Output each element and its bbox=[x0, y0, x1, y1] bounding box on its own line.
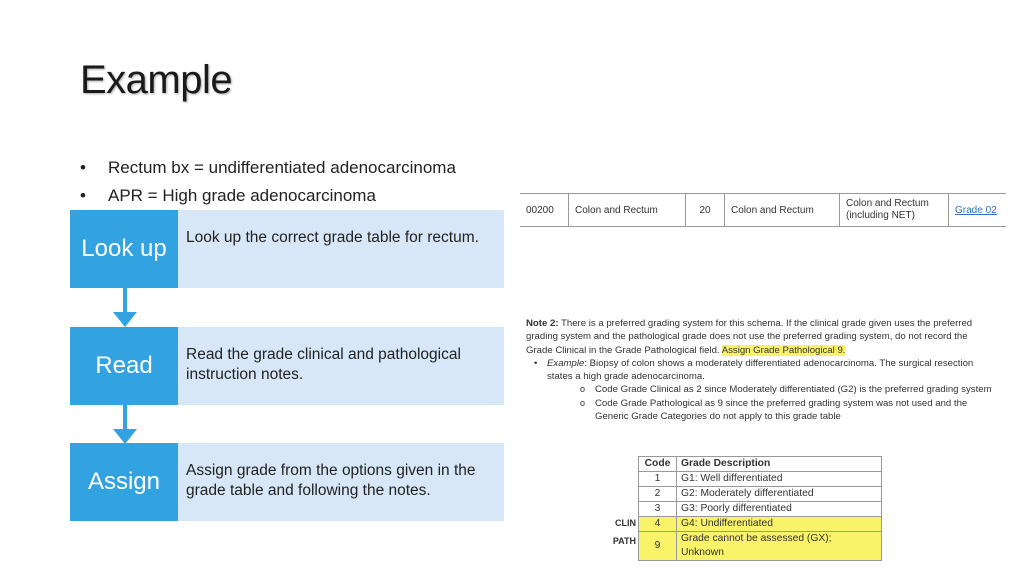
table-row bbox=[639, 472, 882, 487]
step-description: Look up the correct grade table for rectum. bbox=[178, 210, 504, 288]
grade-table-header-desc: Grade Description bbox=[677, 457, 882, 472]
schema-site-2: Colon and Rectum bbox=[725, 194, 840, 227]
grade-code: 9 bbox=[639, 532, 677, 561]
note-label: Note 2: bbox=[526, 318, 559, 329]
example-text: : Biopsy of colon shows a moderately differentiated adenocarcinoma. The surgical resection states a high grade adenocarcinoma. bbox=[547, 357, 974, 383]
note-highlight: Assign Grade Pathological 9. bbox=[721, 344, 846, 356]
step-description: Assign grade from the options given in the grade table and following the notes. bbox=[178, 443, 504, 521]
down-arrow-icon bbox=[112, 288, 138, 328]
step-look-up bbox=[70, 210, 504, 288]
table-row bbox=[639, 502, 882, 517]
step-label: Look up bbox=[70, 210, 178, 288]
schema-code: 00200 bbox=[520, 194, 569, 227]
table-row bbox=[639, 532, 882, 561]
note-paragraph bbox=[526, 317, 996, 357]
grade-description: G1: Well differentiated bbox=[677, 472, 882, 487]
bullet-list bbox=[80, 156, 456, 212]
slide-title: Example bbox=[80, 58, 233, 102]
note-2-excerpt bbox=[526, 317, 996, 423]
grade-code: 1 bbox=[639, 472, 677, 487]
step-read bbox=[70, 327, 504, 405]
schema-site-3: Colon and Rectum (including NET) bbox=[840, 194, 949, 227]
grade-table-link[interactable]: Grade 02 bbox=[955, 204, 997, 216]
grade-code: 2 bbox=[639, 487, 677, 502]
grade-code: 3 bbox=[639, 502, 677, 517]
note-example bbox=[526, 357, 996, 384]
bullet-item: • APR = High grade adenocarcinoma bbox=[80, 184, 456, 212]
grade-description: G2: Moderately differentiated bbox=[677, 487, 882, 502]
schema-number: 20 bbox=[686, 194, 725, 227]
grade-code: 4 bbox=[639, 517, 677, 532]
grade-table bbox=[638, 456, 882, 561]
path-label: PATH bbox=[612, 536, 636, 546]
note-subpoint: o Code Grade Pathological as 9 since the preferred grading system was not used and the Generic Grade Categories do not apply to this grade table bbox=[526, 397, 996, 424]
grade-description: G4: Undifferentiated bbox=[677, 517, 882, 532]
example-label: Example bbox=[547, 357, 585, 369]
step-label: Assign bbox=[70, 443, 178, 521]
note-subpoint: o Code Grade Clinical as 2 since Moderately differentiated (G2) is the preferred grading system bbox=[526, 383, 996, 396]
step-assign bbox=[70, 443, 504, 521]
grade-table-header-code: Code bbox=[639, 457, 677, 472]
note-text: There is a preferred grading system for this schema. If the clinical grade given uses the preferred grading system and the pathological grade does not use the preferred grading system, do not record the Grade Clinical in the Grade Pathological field. bbox=[526, 318, 973, 356]
table-row bbox=[639, 487, 882, 502]
schema-site: Colon and Rectum bbox=[569, 194, 686, 227]
grade-table-link-cell bbox=[949, 194, 1007, 227]
bullet-item: • Rectum bx = undifferentiated adenocarcinoma bbox=[80, 156, 456, 184]
clin-label: CLIN bbox=[615, 518, 636, 528]
step-label: Read bbox=[70, 327, 178, 405]
grade-description: G3: Poorly differentiated bbox=[677, 502, 882, 517]
down-arrow-icon bbox=[112, 405, 138, 445]
step-description: Read the grade clinical and pathological instruction notes. bbox=[178, 327, 504, 405]
grade-description: Grade cannot be assessed (GX); Unknown bbox=[677, 532, 882, 561]
schema-table-excerpt bbox=[520, 193, 1006, 229]
table-row bbox=[639, 517, 882, 532]
